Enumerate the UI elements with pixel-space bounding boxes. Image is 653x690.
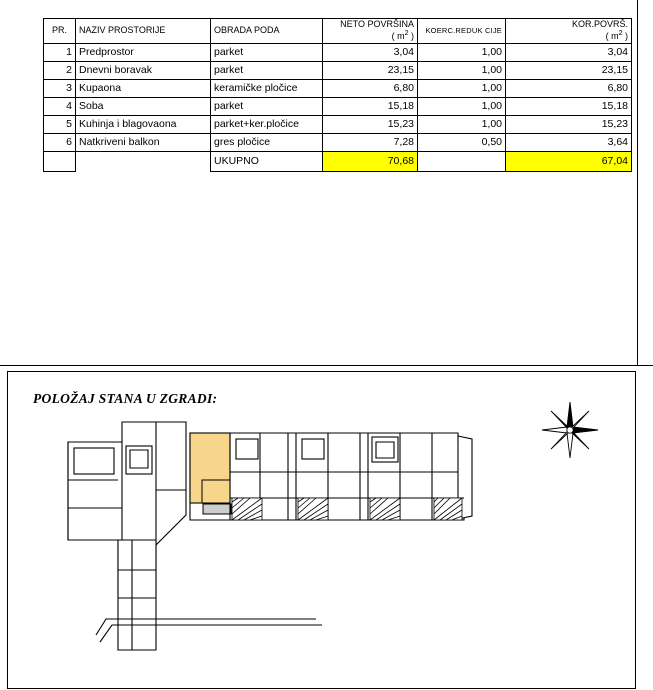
north-compass-icon — [540, 400, 600, 460]
header-usable-area-unit: ( $m^2$ ) — [605, 30, 628, 42]
total-empty-name — [76, 151, 211, 171]
cell-name: Kuhinja i blagovaona — [76, 115, 211, 133]
table-row — [44, 115, 632, 133]
header-net-area-unit: ( $m^2$ ) — [391, 30, 414, 42]
table-total-row — [44, 151, 632, 171]
cell-usable-area: 3,04 — [506, 43, 632, 61]
cell-net-area: 6,80 — [323, 79, 418, 97]
cell-coefficient: 1,00 — [418, 115, 506, 133]
table-row — [44, 97, 632, 115]
cell-pr: 3 — [44, 79, 76, 97]
cell-usable-area: 15,23 — [506, 115, 632, 133]
cell-coefficient: 1,00 — [418, 43, 506, 61]
room-schedule-table — [43, 18, 631, 172]
cell-usable-area: 15,18 — [506, 97, 632, 115]
header-reduction-coefficient: KOERC.REDUK CIJE — [418, 19, 506, 44]
cell-coefficient: 1,00 — [418, 61, 506, 79]
cell-usable-area: 6,80 — [506, 79, 632, 97]
cell-floor: parket — [211, 61, 323, 79]
table-row — [44, 79, 632, 97]
cell-net-area: 3,04 — [323, 43, 418, 61]
page-right-rule — [637, 0, 638, 366]
cell-pr: 1 — [44, 43, 76, 61]
cell-floor: keramičke pločice — [211, 79, 323, 97]
floor-plan-svg — [60, 420, 540, 665]
cell-coefficient: 0,50 — [418, 133, 506, 151]
total-coefficient — [418, 151, 506, 171]
header-floor: OBRADA PODA — [211, 19, 323, 44]
building-floor-plan — [60, 420, 540, 665]
cell-coefficient: 1,00 — [418, 79, 506, 97]
table-row — [44, 133, 632, 151]
cell-pr: 4 — [44, 97, 76, 115]
cell-pr: 6 — [44, 133, 76, 151]
cell-pr: 5 — [44, 115, 76, 133]
cell-name: Natkriveni balkon — [76, 133, 211, 151]
section-divider — [0, 365, 653, 366]
cell-usable-area: 23,15 — [506, 61, 632, 79]
cell-coefficient: 1,00 — [418, 97, 506, 115]
header-name: NAZIV PROSTORIJE — [76, 19, 211, 44]
cell-name: Predprostor — [76, 43, 211, 61]
header-net-area — [323, 19, 418, 44]
total-empty-pr — [44, 151, 76, 171]
table-row — [44, 61, 632, 79]
total-net-area: 70,68 — [323, 151, 418, 171]
cell-net-area: 7,28 — [323, 133, 418, 151]
header-net-area-line1: NETO POVRŠINA — [340, 19, 414, 29]
header-pr: PR. — [44, 19, 76, 44]
cell-floor: parket+ker.pločice — [211, 115, 323, 133]
cell-name: Dnevni boravak — [76, 61, 211, 79]
table-header-row — [44, 19, 632, 44]
compass-rose-svg — [540, 400, 600, 460]
cell-pr: 2 — [44, 61, 76, 79]
cell-floor: parket — [211, 43, 323, 61]
header-usable-area — [506, 19, 632, 44]
cell-usable-area: 3,64 — [506, 133, 632, 151]
cell-name: Soba — [76, 97, 211, 115]
total-usable-area: 67,04 — [506, 151, 632, 171]
header-usable-area-line1: KOR.POVRŠ. — [571, 19, 628, 29]
cell-net-area: 15,18 — [323, 97, 418, 115]
table-row — [44, 43, 632, 61]
total-label: UKUPNO — [211, 151, 323, 171]
cell-floor: parket — [211, 97, 323, 115]
table-body — [44, 43, 632, 171]
cell-net-area: 23,15 — [323, 61, 418, 79]
cell-net-area: 15,23 — [323, 115, 418, 133]
cell-name: Kupaona — [76, 79, 211, 97]
cell-floor: gres pločice — [211, 133, 323, 151]
position-in-building-title: POLOŽAJ STANA U ZGRADI: — [33, 391, 218, 406]
